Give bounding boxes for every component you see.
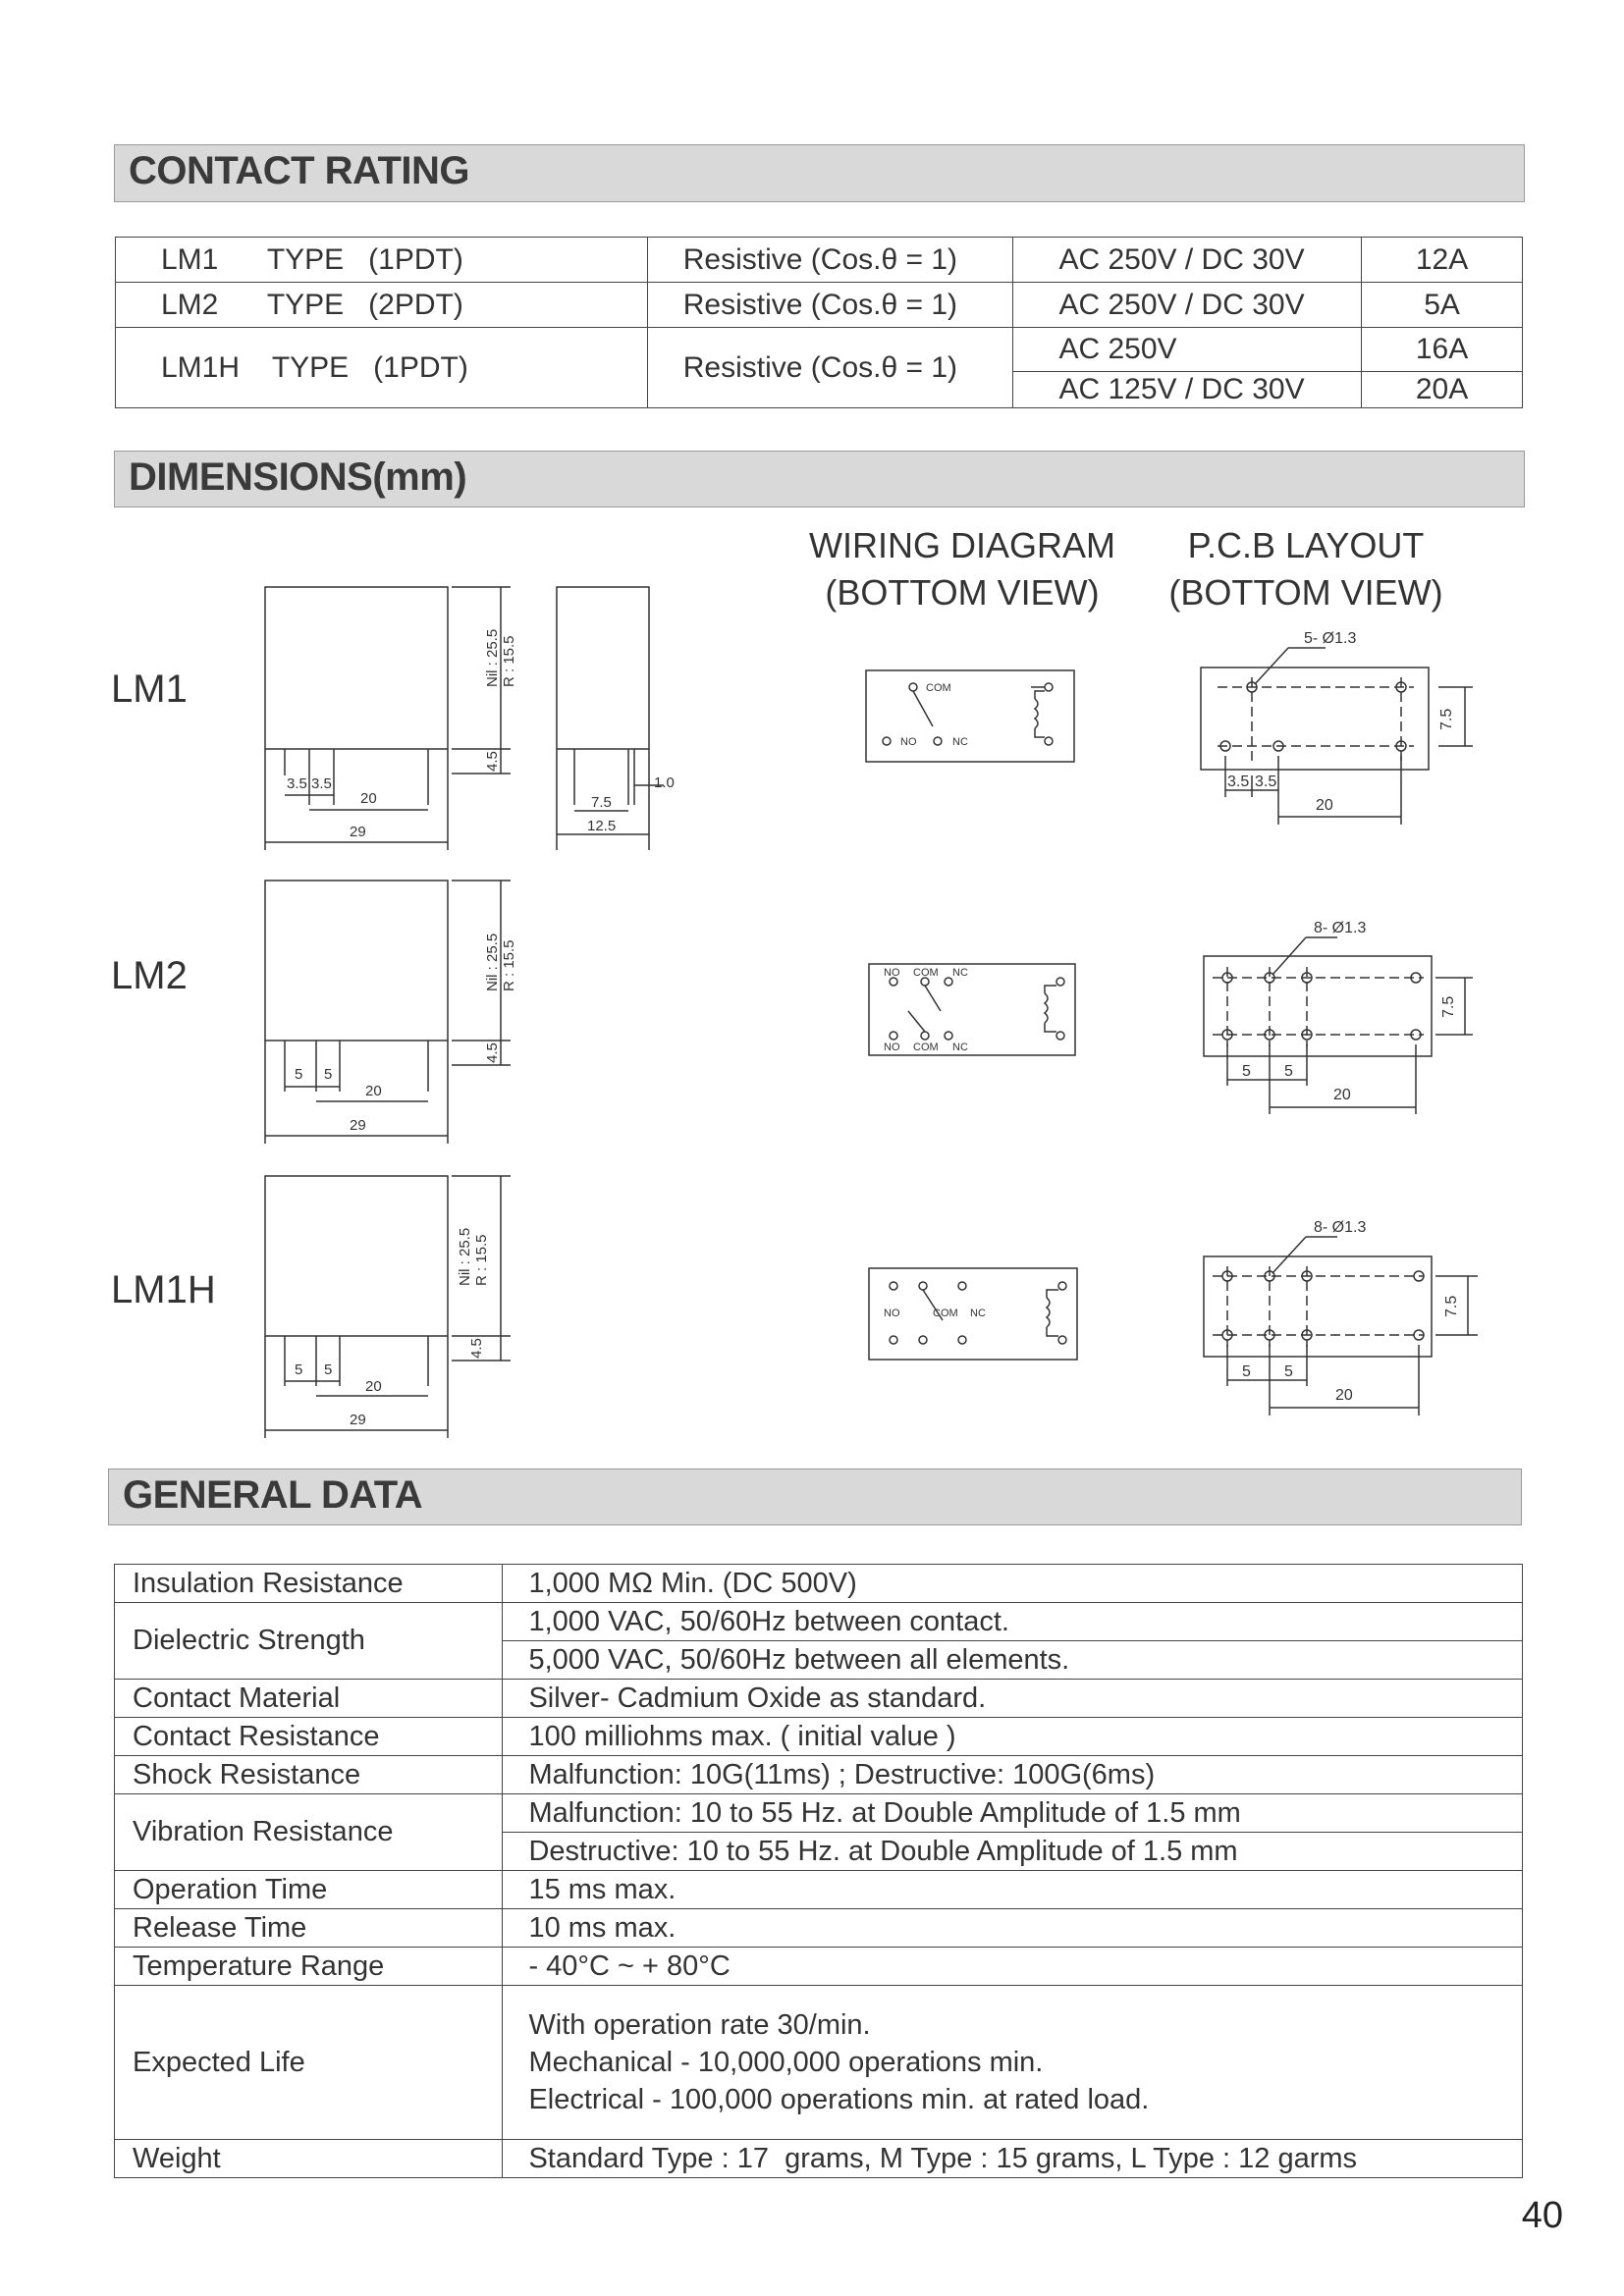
lm1-width: 29 [350,824,366,840]
pin-label-nc: NC [952,967,968,979]
table-row [115,2140,1523,2178]
model-label-lm1h: LM1H [111,1268,216,1311]
pin-label-com: COM [933,1308,958,1319]
lm1-pitch-a: 3.5 [287,775,307,792]
property-value: Destructive: 10 to 55 Hz. at Double Amplitude of 1.5 mm [503,1833,1523,1871]
lm2-pcb-pitch-b: 5 [1284,1063,1293,1080]
property-value-multiline [503,1986,1523,2140]
property-name: Expected Life [115,1986,503,2140]
property-name: Contact Resistance [115,1718,503,1756]
lm1h-pcb-pitch-a: 5 [1242,1363,1251,1380]
table-row [115,1756,1523,1794]
lm2-front-view [265,881,511,1144]
property-name: Dielectric Strength [115,1603,503,1680]
pin-label-com: COM [913,1041,939,1053]
section-title: DIMENSIONS(mm) [129,455,467,499]
page-number: 40 [1521,2195,1563,2236]
current-rating: 16A [1362,328,1523,372]
wiring-heading-line2: (BOTTOM VIEW) [825,572,1100,613]
lm2-height-nil: Nil : 25.5 [484,933,501,991]
property-name: Operation Time [115,1871,503,1909]
property-name: Shock Resistance [115,1756,503,1794]
pcb-heading-line2: (BOTTOM VIEW) [1168,572,1443,613]
relay-type: LM1H TYPE (1PDT) [116,328,648,408]
lm2-pcb-span: 20 [1333,1087,1351,1103]
property-name: Weight [115,2140,503,2178]
lm1-pin-height: 4.5 [484,751,501,772]
lm1-pcb-span: 20 [1316,797,1333,814]
property-value: 100 milliohms max. ( initial value ) [503,1718,1523,1756]
model-label-lm2: LM2 [111,954,188,997]
load-type: Resistive (Cos.θ = 1) [647,328,1013,408]
lm1h-pitch-a: 5 [295,1362,303,1378]
lm1h-height-r: R : 15.5 [473,1234,490,1286]
section-title: GENERAL DATA [123,1473,423,1517]
current-rating: 12A [1362,238,1523,283]
lm1h-pcb-hole-spec: 8- Ø1.3 [1314,1219,1367,1236]
property-name: Insulation Resistance [115,1565,503,1603]
property-value: Malfunction: 10G(11ms) ; Destructive: 100G(6ms) [503,1756,1523,1794]
general-data-header [108,1468,1522,1525]
lm1h-height-nil: Nil : 25.5 [457,1227,473,1286]
lm1h-pin-height: 4.5 [468,1338,485,1359]
pin-label-com: COM [913,967,939,979]
relay-type: LM2 TYPE (2PDT) [116,283,648,328]
lm1-height-nil: Nil : 25.5 [484,628,501,687]
expected-life-line: Electrical - 100,000 operations min. at rated load. [528,2084,1150,2115]
pin-label-nc: NC [952,1041,968,1053]
table-row [115,1718,1523,1756]
lm1-side-thickness: 1.0 [654,774,675,791]
lm2-pcb-pitch-a: 5 [1242,1063,1251,1080]
property-value: Silver- Cadmium Oxide as standard. [503,1680,1523,1718]
pin-label-no: NO [884,967,900,979]
property-value: - 40°C ~ + 80°C [503,1948,1523,1986]
load-type: Resistive (Cos.θ = 1) [647,283,1013,328]
lm1-pcb-hole-spec: 5- Ø1.3 [1304,630,1357,647]
pin-label-nc: NC [970,1308,986,1319]
voltage-rating: AC 250V [1013,328,1362,372]
lm1-pitch-b: 3.5 [311,775,332,792]
property-value: 15 ms max. [503,1871,1523,1909]
voltage-rating: AC 250V / DC 30V [1013,283,1362,328]
lm1h-front-view [265,1176,511,1438]
table-row [115,1909,1523,1948]
table-row [115,1794,1523,1833]
current-rating: 5A [1362,283,1523,328]
lm1h-pcb-span: 20 [1335,1387,1353,1404]
model-label-lm1: LM1 [111,667,188,711]
lm1-pcb-row-spacing: 7.5 [1438,708,1455,730]
lm2-pitch-a: 5 [295,1066,303,1083]
lm1-side-pitch: 7.5 [591,794,612,811]
expected-life-line: With operation rate 30/min. [528,2009,871,2041]
load-type: Resistive (Cos.θ = 1) [647,238,1013,283]
pin-label-no: NO [884,1041,900,1053]
table-row [115,1565,1523,1603]
lm1-side-width: 12.5 [587,818,617,834]
table-row [115,1680,1523,1718]
lm1-front-view [265,587,511,850]
lm2-height-r: R : 15.5 [501,939,517,991]
lm2-width: 29 [350,1117,366,1134]
property-value: Malfunction: 10 to 55 Hz. at Double Amplitude of 1.5 mm [503,1794,1523,1833]
lm1-pcb-layout [1201,648,1473,825]
pin-label-nc: NC [952,736,968,748]
lm1h-width: 29 [350,1412,366,1428]
general-data-table [114,1564,1523,2178]
lm2-wiring-diagram [869,964,1075,1055]
lm2-span: 20 [365,1083,382,1099]
pin-label-no: NO [900,736,917,748]
property-name: Temperature Range [115,1948,503,1986]
table-row [115,1986,1523,2140]
voltage-rating: AC 125V / DC 30V [1013,372,1362,408]
pcb-heading-line1: P.C.B LAYOUT [1187,525,1425,565]
relay-type: LM1 TYPE (1PDT) [116,238,648,283]
table-row [115,1948,1523,1986]
lm1-height-r: R : 15.5 [501,635,517,687]
property-name: Contact Material [115,1680,503,1718]
lm2-pcb-row-spacing: 7.5 [1440,995,1457,1018]
lm1-pcb-pitch-a: 3.5 [1227,774,1250,790]
property-value: 10 ms max. [503,1909,1523,1948]
lm1h-pitch-b: 5 [324,1362,333,1378]
table-row [115,1603,1523,1641]
wiring-heading-line1: WIRING DIAGRAM [809,525,1115,565]
lm2-pitch-b: 5 [324,1066,333,1083]
property-value: 5,000 VAC, 50/60Hz between all elements. [503,1641,1523,1680]
section-title: CONTACT RATING [129,149,470,192]
lm1h-pcb-pitch-b: 5 [1284,1363,1293,1380]
table-row [115,1871,1523,1909]
pin-label-no: NO [884,1308,900,1319]
expected-life-line: Mechanical - 10,000,000 operations min. [528,2047,1044,2078]
lm1h-pcb-row-spacing: 7.5 [1443,1295,1460,1317]
pin-label-com: COM [926,682,951,694]
voltage-rating: AC 250V / DC 30V [1013,238,1362,283]
property-value: 1,000 VAC, 50/60Hz between contact. [503,1603,1523,1641]
current-rating: 20A [1362,372,1523,408]
lm1-pcb-pitch-b: 3.5 [1255,774,1277,790]
property-value: Standard Type : 17 grams, M Type : 15 grams, L Type : 12 garms [503,2140,1523,2178]
lm1-wiring-diagram [866,670,1074,762]
property-name: Vibration Resistance [115,1794,503,1871]
property-value: 1,000 MΩ Min. (DC 500V) [503,1565,1523,1603]
lm2-pcb-hole-spec: 8- Ø1.3 [1314,920,1367,936]
property-name: Release Time [115,1909,503,1948]
lm1h-span: 20 [365,1378,382,1395]
lm1-span: 20 [360,790,377,807]
lm2-pin-height: 4.5 [484,1042,501,1063]
